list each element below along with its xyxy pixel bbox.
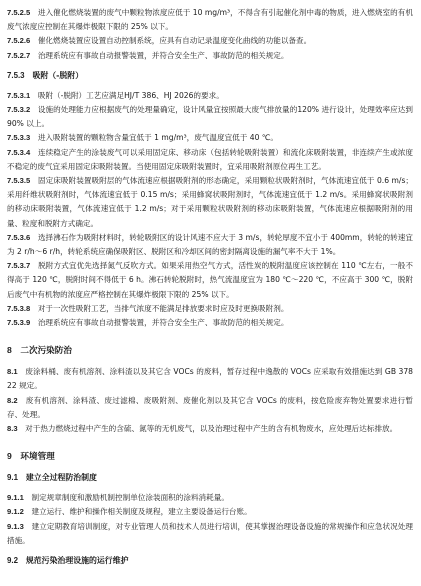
clause-number: 7.5.3.7 [7, 261, 31, 271]
clause-text: 催化燃烧装置应设置自动控制系统，应具有自动记录温度变化曲线的功能以备查。 [37, 36, 312, 46]
chapter-title: 环境管理 [20, 452, 55, 463]
clause-7-5-3-1 [7, 89, 413, 103]
clause-9-1-2 [7, 505, 413, 519]
clause-number: 7.5.3.1 [7, 90, 31, 100]
section-heading-9-2 [7, 554, 413, 568]
clause-number: 8.3 [7, 424, 18, 434]
chapter-number: 8 [7, 345, 12, 356]
chapter-title: 二次污染防治 [20, 346, 72, 357]
clause-9-1-1 [7, 491, 413, 505]
section-title: 建立全过程防治制度 [25, 473, 97, 483]
section-heading-9-1 [7, 471, 413, 485]
clause-7-5-2-5 [7, 6, 413, 34]
clause-number: 8.2 [7, 395, 18, 405]
clause-7-5-3-3 [7, 131, 413, 145]
clause-text: 治理系统应有事故自动报警装置，并符合安全生产、事故防范的相关规定。 [37, 318, 289, 328]
clause-number: 7.5.3.3 [7, 133, 31, 143]
chapter-heading-9 [7, 449, 413, 465]
section-number: 9.1 [7, 473, 18, 483]
clause-7-5-3-5 [7, 174, 413, 231]
clause-7-5-3-2 [7, 103, 413, 131]
clause-text: 对于热力燃烧过程中产生的含硫、氮等的无机废气，以及治理过程中产生的含有机物废水，应处理后达标排放。 [25, 424, 398, 434]
clause-text: 连续稳定产生的涂装废气可以采用固定床、移动床（包括转轮吸附装置）和流化床吸附装置，非连续产生或浓度不稳定的废气宜采用固定床吸附装置。当使用固定床吸附装置时，宜采用吸附剂原位再生工艺。 [7, 147, 413, 171]
clause-7-5-3-4 [7, 146, 413, 174]
clause-number: 7.5.3.8 [7, 303, 31, 313]
section-number: 7.5.3 [7, 70, 25, 80]
section-heading-7-5-3 [7, 69, 413, 83]
clause-7-5-3-9 [7, 316, 413, 330]
clause-text: 治理系统应有事故自动报警装置，并符合安全生产、事故防范的相关规定。 [37, 50, 289, 60]
clause-text: 固定床吸附装置吸附层的气体流速应根据吸附剂的形态确定，采用颗粒状吸附剂时，气体流速宜低于 0.6 m/s；采用纤维状吸附剂时，气体流速宜低于 0.15 m/s；采用蜂窝状吸附剂时，气体流速宜低于 1.2 m/s。采用蜂窝状吸附剂的移动床吸附装置，气体流速宜低于 1.2 m/s；对于采用颗粒状吸附剂的移动床吸附装置，气体流速应根据吸附剂的用量、粒度和脱附方式确定。 [7, 176, 414, 228]
clause-text: 选择沸石作为吸附材料时，转轮吸附区的设计风速不应大于 3 m/s，转轮厚度不宜小于 400mm，转轮的转速宜为 2 r/h～6 r/h，转轮系统应确保吸附区、脱附区和冷却区间的密封隔离设施的漏气率不大于 1%。 [7, 232, 413, 257]
clause-9-1-3 [7, 520, 413, 548]
clause-number: 8.1 [7, 367, 18, 377]
clause-text: 废有机溶剂、涂料渣、废过滤棉、废吸附剂、废催化剂以及其它含 VOCs 的废料，按危险废弃物处置要求进行暂存、处理。 [7, 395, 414, 419]
clause-text: 建立运行、维护和操作相关制度及规程，建立主要设备运行台账。 [31, 507, 252, 517]
clause-text: 设施的处理能力应根据废气的处理量确定，设计风量宜按照最大废气排放量的120% 进行设计，处理效率应达到 90% 以上。 [7, 105, 413, 129]
clause-7-5-2-7 [7, 49, 413, 63]
clause-number: 7.5.2.7 [7, 50, 31, 60]
clause-text: 废涂料桶、废有机溶剂、涂料渣以及其它含 VOCs 的废料，暂存过程中逸散的 VOCs 应采取有效措施达到 GB 37822 规定。 [7, 367, 414, 391]
section-title: 规范污染治理设施的运行维护 [25, 556, 129, 566]
clause-number: 7.5.3.5 [7, 176, 31, 186]
clause-number: 7.5.3.6 [7, 232, 31, 242]
clause-number: 7.5.3.2 [7, 105, 31, 115]
clause-8-2 [7, 394, 413, 422]
section-title: 吸附（-脱附） [32, 70, 84, 80]
clause-number: 7.5.3.9 [7, 318, 31, 328]
clause-text: 建立定期教育培训制度，对专业管理人员和技术人员进行培训，使其掌握治理设备设施的常规操作和应急状况处理措施。 [7, 521, 414, 545]
chapter-heading-8 [7, 343, 413, 359]
section-number: 9.2 [7, 556, 18, 566]
clause-text: 脱附方式宜优先选择氮气反吹方式。如果采用热空气方式，活性炭的脱附温度应该控制在 110 ℃左右，一般不得高于 120 ℃，脱附时间不得低于 6 h。沸石转轮脱附时，热气流温度宜为 180 ℃～220 ℃，不应高于 300 ℃，脱附后废气中有机物的浓度应严格控制在其爆炸极限下限的 25% 以下。 [7, 261, 413, 299]
clause-number: 9.1.3 [7, 521, 24, 531]
clause-number: 7.5.3.4 [7, 147, 31, 157]
clause-7-5-2-6 [7, 34, 413, 48]
clause-number: 7.5.2.5 [7, 8, 31, 17]
clause-7-5-3-6 [7, 231, 413, 259]
clause-7-5-3-7 [7, 259, 413, 302]
clause-text: 对于一次性吸附工艺，当排气浓度不能满足排放要求时应及时更换吸附剂。 [37, 303, 289, 313]
clause-8-1 [7, 365, 413, 393]
clause-text: 吸附（-脱附）工艺应满足HJ/T 386、HJ 2026的要求。 [37, 90, 224, 100]
clause-8-3 [7, 422, 413, 436]
document-page [7, 6, 413, 568]
clause-text: 进入吸附装置的颗粒物含量宜低于 1 mg/m³，废气温度宜低于 40 ℃。 [37, 133, 278, 143]
clause-text: 制定规章制度和激励机制控制单位涂装面积的涂料消耗量。 [31, 493, 229, 503]
clause-number: 9.1.1 [7, 493, 24, 503]
clause-number: 9.1.2 [7, 507, 24, 517]
clause-7-5-3-8 [7, 302, 413, 316]
chapter-number: 9 [7, 451, 12, 462]
clause-number: 7.5.2.6 [7, 36, 31, 46]
clause-text: 进入催化燃烧装置的废气中颗粒物浓度应低于 10 mg/m³，不得含有引起催化剂中毒的物质，进入燃烧室的有机废气浓度应控制在其爆炸极限下限的 25% 以下。 [7, 8, 414, 32]
